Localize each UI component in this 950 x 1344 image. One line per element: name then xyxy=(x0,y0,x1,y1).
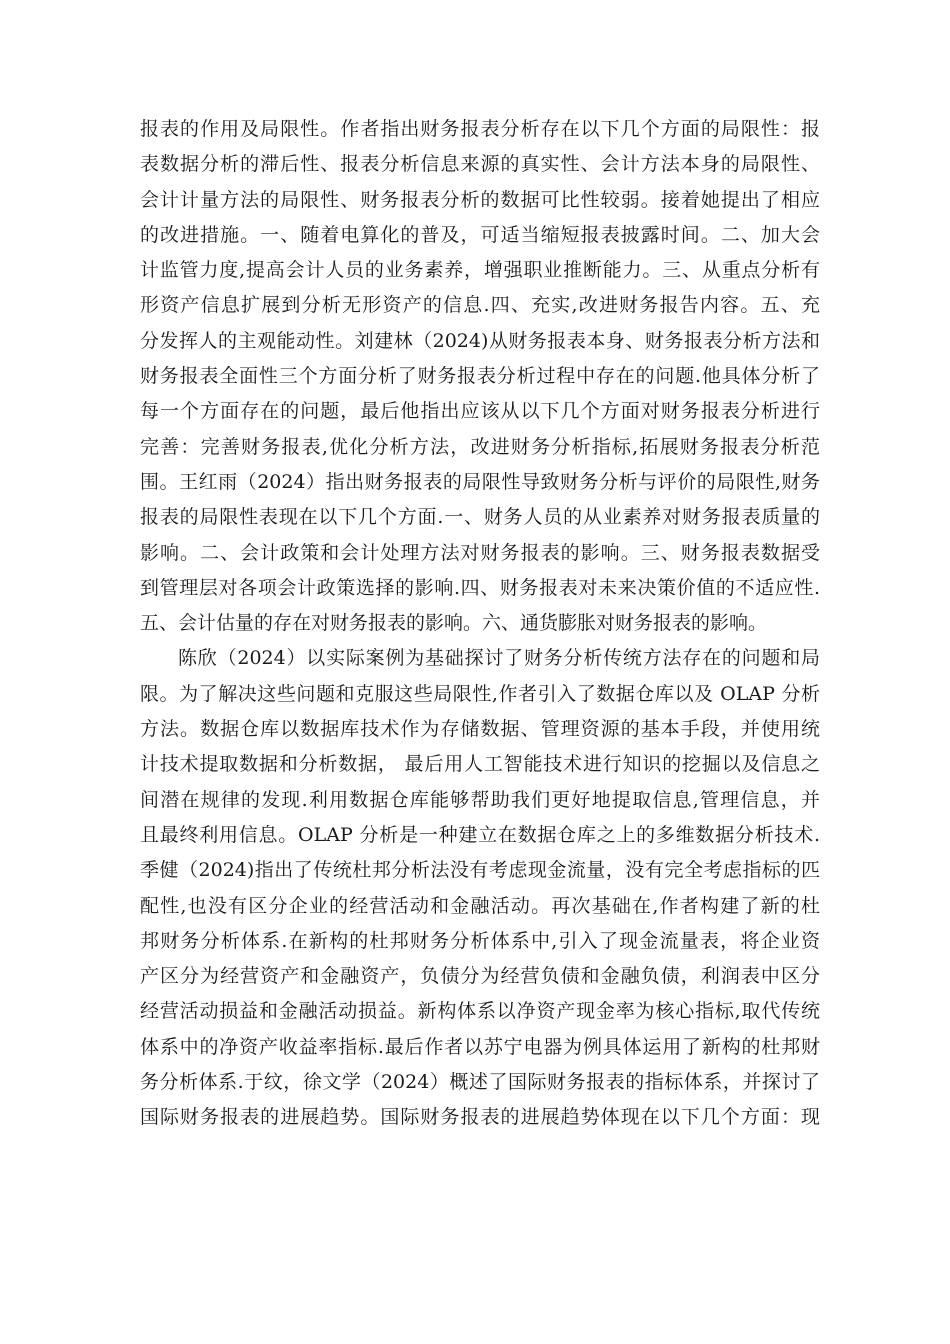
text-line: 配性,也没有区分企业的经营活动和金融活动。再次基础在,作者构建了新的杜 xyxy=(140,894,820,917)
text-line: 围。王红雨（2024）指出财务报表的局限性导致财务分析与评价的局限性,财务 xyxy=(140,470,820,493)
text-line: 且最终利用信息。OLAP 分析是一种建立在数据仓库之上的多维数据分析技术. xyxy=(140,823,820,846)
text-line: 五、会计估量的存在对财务报表的影响。六、通货膨胀对财务报表的影响。 xyxy=(140,612,768,635)
text-line: 邦财务分析体系.在新构的杜邦财务分析体系中,引入了现金流量表，将企业资 xyxy=(140,929,820,952)
text-line: 形资产信息扩展到分析无形资产的信息.四、充实,改进财务报告内容。五、充 xyxy=(140,294,820,317)
text-line: 国际财务报表的进展趋势。国际财务报表的进展趋势体现在以下几个方面：现 xyxy=(140,1106,820,1129)
text-line: 报表的局限性表现在以下几个方面.一、财务人员的从业素养对财务报表质量的 xyxy=(140,506,820,529)
text-line: 报表的作用及局限性。作者指出财务报表分析存在以下几个方面的局限性：报 xyxy=(140,118,820,140)
text-line: 会计计量方法的局限性、财务报表分析的数据可比性较弱。接着她提出了相应 xyxy=(140,188,820,211)
paragraph-2 xyxy=(140,641,820,1135)
text-line: 每一个方面存在的问题，最后他指出应该从以下几个方面对财务报表分析进行 xyxy=(140,400,820,423)
text-line: 务分析体系.于纹，徐文学（2024）概述了国际财务报表的指标体系，并探讨了 xyxy=(140,1071,820,1094)
text-line: 的改进措施。一、随着电算化的普及，可适当缩短报表披露时间。二、加大会 xyxy=(140,223,820,246)
text-line: 经营活动损益和金融活动损益。新构体系以净资产现金率为核心指标,取代传统 xyxy=(140,1000,820,1023)
text-line: 表数据分析的滞后性、报表分析信息来源的真实性、会计方法本身的局限性、 xyxy=(140,153,820,176)
text-line: 方法。数据仓库以数据库技术作为存储数据、管理资源的基本手段，并使用统 xyxy=(140,718,820,741)
text-line: 季健（2024)指出了传统杜邦分析法没有考虑现金流量，没有完全考虑指标的匹 xyxy=(140,859,820,882)
text-line: 体系中的净资产收益率指标.最后作者以苏宁电器为例具体运用了新构的杜邦财 xyxy=(140,1035,820,1058)
text-line: 陈欣（2024）以实际案例为基础探讨了财务分析传统方法存在的问题和局 xyxy=(178,647,820,670)
text-line: 间潜在规律的发现.利用数据仓库能够帮助我们更好地提取信息,管理信息，并 xyxy=(140,788,820,811)
text-line: 限。为了解决这些问题和克服这些局限性,作者引入了数据仓库以及 OLAP 分析 xyxy=(140,682,820,705)
text-line: 到管理层对各项会计政策选择的影响.四、财务报表对未来决策价值的不适应性. xyxy=(140,576,820,599)
paragraph-1 xyxy=(140,112,820,641)
text-line: 财务报表全面性三个方面分析了财务报表分析过程中存在的问题.他具体分析了 xyxy=(140,365,820,388)
text-line: 计监管力度,提高会计人员的业务素养，增强职业推断能力。三、从重点分析有 xyxy=(140,259,820,282)
text-line: 产区分为经营资产和金融资产，负债分为经营负债和金融负债，利润表中区分 xyxy=(140,965,820,988)
body-text xyxy=(140,112,820,1136)
text-line: 影响。二、会计政策和会计处理方法对财务报表的影响。三、财务报表数据受 xyxy=(140,541,820,564)
text-line: 计技术提取数据和分析数据， 最后用人工智能技术进行知识的挖掘以及信息之 xyxy=(140,753,820,776)
text-line: 完善：完善财务报表,优化分析方法，改进财务分析指标,拓展财务报表分析范 xyxy=(140,435,820,458)
text-line: 分发挥人的主观能动性。刘建林（2024)从财务报表本身、财务报表分析方法和 xyxy=(140,329,820,352)
